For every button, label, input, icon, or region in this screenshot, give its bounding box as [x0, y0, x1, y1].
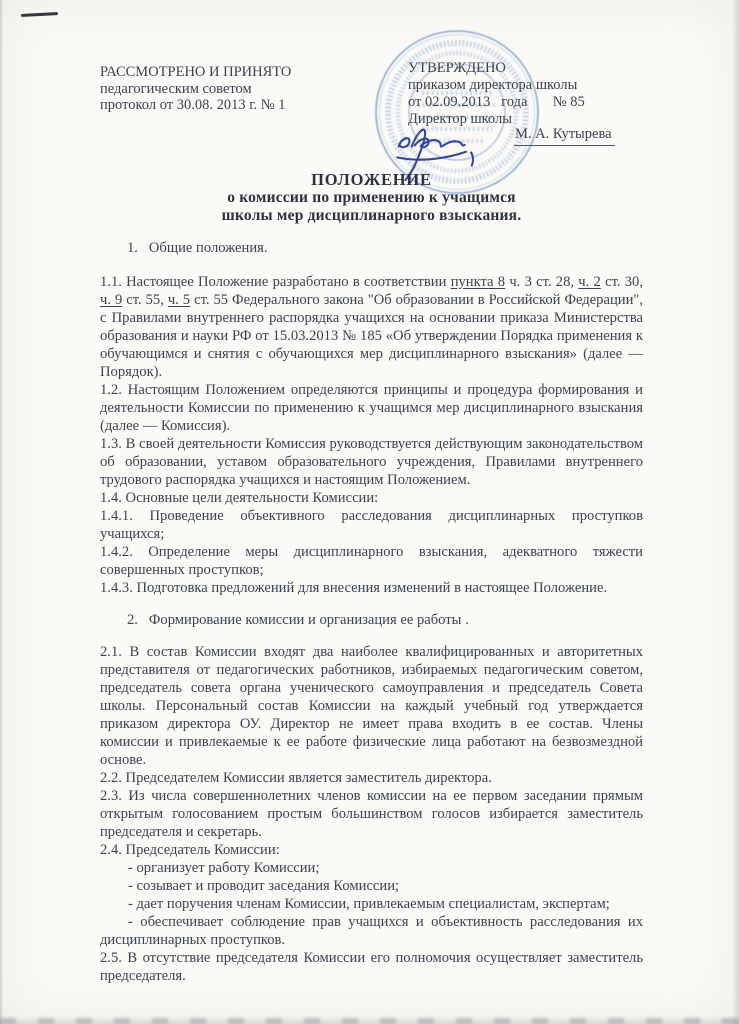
paragraph	[100, 877, 643, 895]
paragraph	[100, 841, 643, 859]
document-title	[100, 171, 643, 225]
paragraph	[100, 913, 643, 949]
text-segment: 2.2. Председателем Комиссии является заместитель директора.	[100, 770, 492, 786]
text-segment: ст. 55,	[122, 292, 168, 308]
header-left-line: протокол от 30.08. 2013 г. № 1	[100, 97, 286, 113]
text-segment: 2.1. В состав Комиссии входят два наиболее квалифицированных и авторитетных представителя от педагогических работников, избираемых педагогическим советом, председатель совета органа ученического самоуправления и председатель Совета школы. Персональный состав Комиссии на каждый учебный год утверждается приказом директора ОУ. Директор не имеет права входить в ее состав. Члены комиссии и привлекаемые к ее работе физические лица работают на безвозмездной основе.	[100, 644, 643, 768]
text-segment: - обеспечивает соблюдение прав учащихся и объективность расследования их дисциплинарных проступков.	[100, 914, 643, 948]
section-heading: 1. Общие положения.	[127, 240, 268, 256]
scan-edge-right	[732, 0, 739, 1024]
text-segment: ст. 55 Федерального закона "Об образовании в Российской Федерации", с Правилами внутреннего распорядка учащихся на основании приказа Министерства образования и науки РФ от 15.03.2013 № 185 «Об утверждении Порядка применения к обучающимся и снятия с обучающихся мер дисциплинарного взыскания» (далее — Порядок).	[100, 292, 643, 380]
paragraph	[100, 643, 643, 769]
approval-block	[408, 60, 585, 128]
title-line: о комиссии по применению к учащимся	[227, 189, 516, 206]
document-body	[100, 239, 643, 985]
text-segment: 1.2. Настоящим Положением определяются принципы и процедура формирования и деятельности Комиссии по применению к учащимся мер дисциплинарного взыскания (далее — Комиссия).	[100, 382, 643, 434]
paragraph	[100, 543, 643, 579]
director-name: М. А. Кутырева	[514, 126, 615, 146]
text-segment: 1.3. В своей деятельности Комиссия руководствуется действующим законодательством об образовании, уставом образовательного учреждения, Правилами внутреннего трудового распорядка учащихся и настоящим Положением.	[100, 436, 643, 488]
paragraph	[100, 381, 643, 435]
text-segment: 1.4.2. Определение меры дисциплинарного взыскания, адекватного тяжести совершенных проступков;	[100, 544, 643, 578]
section-heading: 2. Формирование комиссии и организация ее работы .	[127, 612, 469, 628]
text-segment: 2.3. Из числа совершеннолетних членов комиссии на ее первом заседании прямым открытым голосованием простым большинством голосов избирается заместитель председателя и секретарь.	[100, 788, 643, 840]
underlined-reference: пункта 8	[450, 274, 506, 290]
paragraph	[100, 273, 643, 381]
text-segment: ч. 3 ст. 28,	[505, 274, 579, 290]
header-left-line: педагогическим советом	[100, 80, 252, 97]
header-left-line: РАССМОТРЕНО И ПРИНЯТО	[100, 64, 292, 80]
title-line: ПОЛОЖЕНИЕ	[311, 170, 432, 189]
text-segment: 1.4.3. Подготовка предложений для внесения изменений в настоящее Положение.	[100, 580, 608, 596]
scan-edge-bottom	[0, 1016, 739, 1024]
paragraph	[100, 895, 643, 913]
text-segment: - созывает и проводит заседания Комиссии;	[128, 878, 400, 894]
scan-edge-left	[0, 0, 3, 1024]
paragraph	[100, 949, 643, 985]
paragraph	[100, 489, 643, 507]
text-segment: 2.5. В отсутствие председателя Комиссии его полномочия осуществляет заместитель председателя.	[100, 950, 643, 984]
approved-block	[100, 64, 291, 114]
text-segment: 1.4. Основные цели деятельности Комиссии:	[100, 490, 379, 506]
text-segment: 2.4. Председатель Комиссии:	[100, 842, 280, 858]
text-segment: - дает поручения членам Комиссии, привлекаемым специалистам, экспертам;	[128, 896, 610, 912]
header-right-line: УТВЕРЖДЕНО	[408, 60, 506, 76]
text-segment: 1.1. Настоящее Положение разработано в соответствии	[100, 274, 451, 290]
pen-dash-mark	[21, 12, 58, 17]
header-right-line: от 02.09.2013 года № 85	[408, 94, 585, 110]
paragraph	[100, 787, 643, 841]
paragraph	[100, 435, 643, 489]
paragraph	[100, 579, 643, 597]
underlined-reference: ч. 9	[100, 292, 123, 308]
header-right-line: приказом директора школы	[408, 77, 578, 93]
text-segment: ст. 30,	[600, 274, 643, 290]
underlined-reference: ч. 2	[578, 274, 601, 290]
text-segment: - организует работу Комиссии;	[128, 860, 320, 876]
header-right-line: Директор школы	[408, 111, 512, 127]
underlined-reference: ч. 5	[167, 292, 191, 308]
paragraph	[100, 769, 643, 787]
paragraph	[100, 507, 643, 543]
paragraph	[100, 859, 643, 877]
text-segment: 1.4.1. Проведение объективного расследования дисциплинарных проступков учащихся;	[100, 508, 643, 542]
title-line: школы мер дисциплинарного взыскания.	[221, 207, 522, 224]
